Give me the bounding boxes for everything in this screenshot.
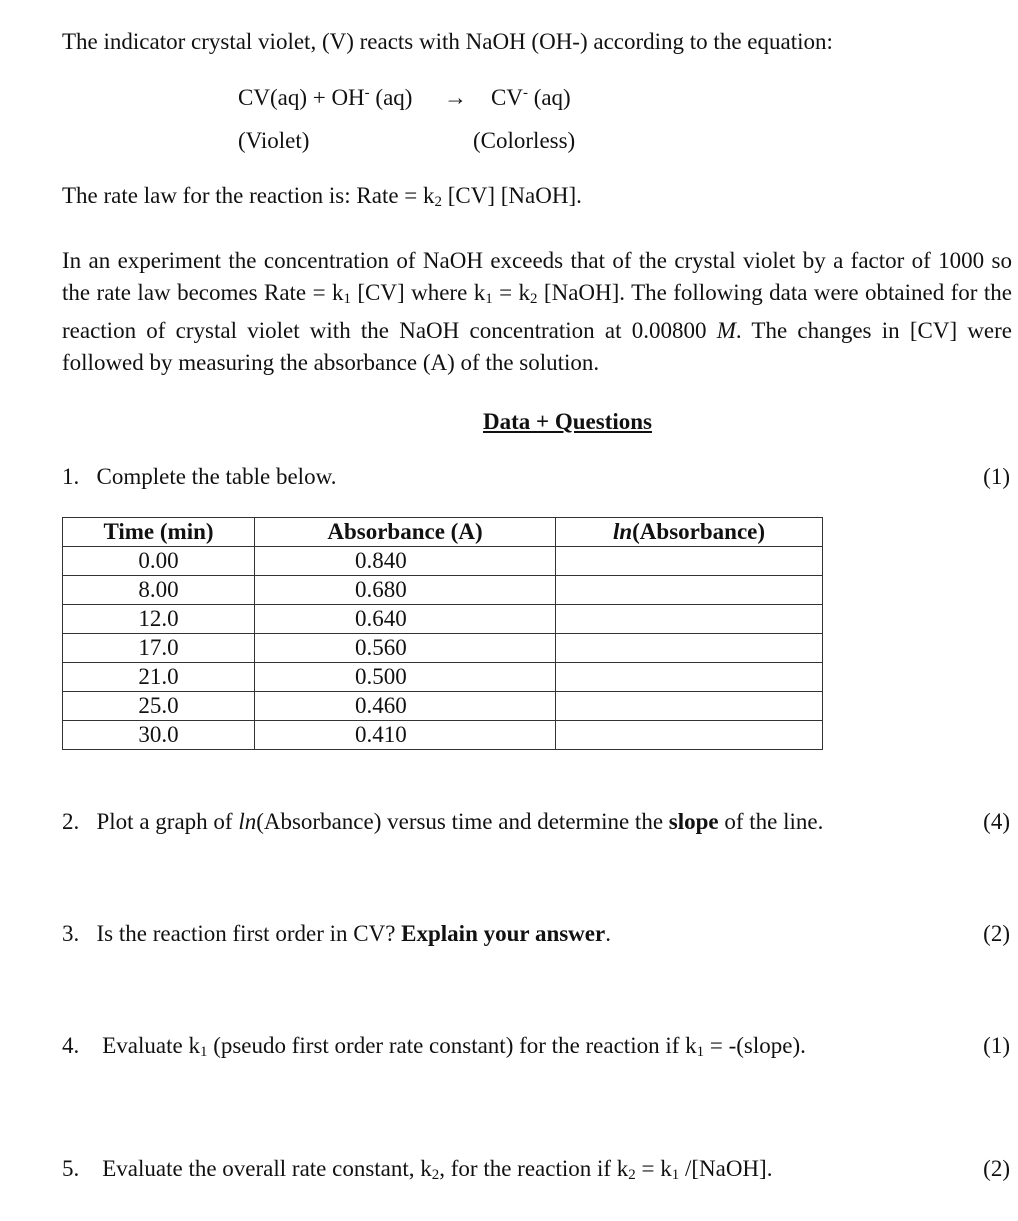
time-cell: 0.00 [63,547,255,576]
question-5-marks: (2) [983,1156,1010,1181]
header-absorbance: Absorbance (A) [255,518,556,547]
question-number: 5. [62,1156,80,1181]
experiment-paragraph: In an experiment the concentration of NaOH exceeds that of the crystal violet by a factor of 1000 so the rate law becomes Rate = $k_1$ [CV] where $k_1 = k_2$ [NaOH]. The following data were obtained for the reaction of crystal violet with the NaOH concentration at 0.00800 M. The changes in [CV] were followed by measuring the absorbance (A) of the solution. [62,248,1013,375]
question-number: 4. [62,1033,80,1058]
question-2: 2. Plot a graph of ln(Absorbance) versus time and determine the slope of the line. [62,809,824,834]
time-cell: 17.0 [63,634,255,663]
question-number: 2. [62,809,80,834]
ln-cell[interactable] [556,576,823,605]
table-row [63,634,823,663]
question-3-marks: (2) [983,921,1010,946]
question-1 [62,463,336,491]
equation-product: CV- (aq) [491,84,571,110]
question-3: 3. Is the reaction first order in CV? Explain your answer. [62,921,611,946]
table-row [63,547,823,576]
reaction-arrow: → [444,85,467,110]
table-row [63,721,823,750]
intro-text: The indicator crystal violet, (V) reacts with NaOH (OH-) according to the equation: [62,29,833,54]
ln-cell[interactable] [556,634,823,663]
question-2-marks: (4) [983,809,1010,834]
table-row [63,605,823,634]
ln-cell[interactable] [556,663,823,692]
question-number: 3. [62,921,80,946]
section-title: Data + Questions [483,409,653,434]
question-text: Complete the table below. [96,464,337,489]
time-cell: 25.0 [63,692,255,721]
header-ln-absorbance: ln(Absorbance) [556,518,823,547]
reactant-color-label: (Violet) [238,128,310,153]
table-row [63,692,823,721]
absorbance-cell: 0.560 [255,634,556,663]
table-row [63,576,823,605]
header-time: Time (min) [63,518,255,547]
question-number: 1. [62,464,80,489]
time-cell: 12.0 [63,605,255,634]
table-header-row [63,518,823,547]
time-cell: 21.0 [63,663,255,692]
ln-cell[interactable] [556,605,823,634]
question-1-marks: (1) [983,464,1010,489]
absorbance-cell: 0.840 [255,547,556,576]
question-4-marks: (1) [983,1033,1010,1058]
ln-cell[interactable] [556,721,823,750]
time-cell: 8.00 [63,576,255,605]
table-row [63,663,823,692]
absorbance-cell: 0.460 [255,692,556,721]
time-cell: 30.0 [63,721,255,750]
ln-cell[interactable] [556,692,823,721]
absorbance-cell: 0.680 [255,576,556,605]
equation-reactants: CV(aq) + OH- (aq) [238,84,413,110]
product-color-label: (Colorless) [473,128,576,153]
rate-law-text: The rate law for the reaction is: Rate = $k_2$ [CV] [NaOH]. [62,183,582,210]
absorbance-cell: 0.500 [255,663,556,692]
absorbance-cell: 0.410 [255,721,556,750]
question-4: 4. Evaluate $k_1$ (pseudo first order rate constant) for the reaction if $k_1$ = -(slope). [62,1033,806,1060]
absorbance-cell: 0.640 [255,605,556,634]
ln-cell[interactable] [556,547,823,576]
data-table [62,517,823,750]
question-5: 5. Evaluate the overall rate constant, $k_2$, for the reaction if $k_2 = k_1$ /[NaOH]. [62,1156,773,1183]
